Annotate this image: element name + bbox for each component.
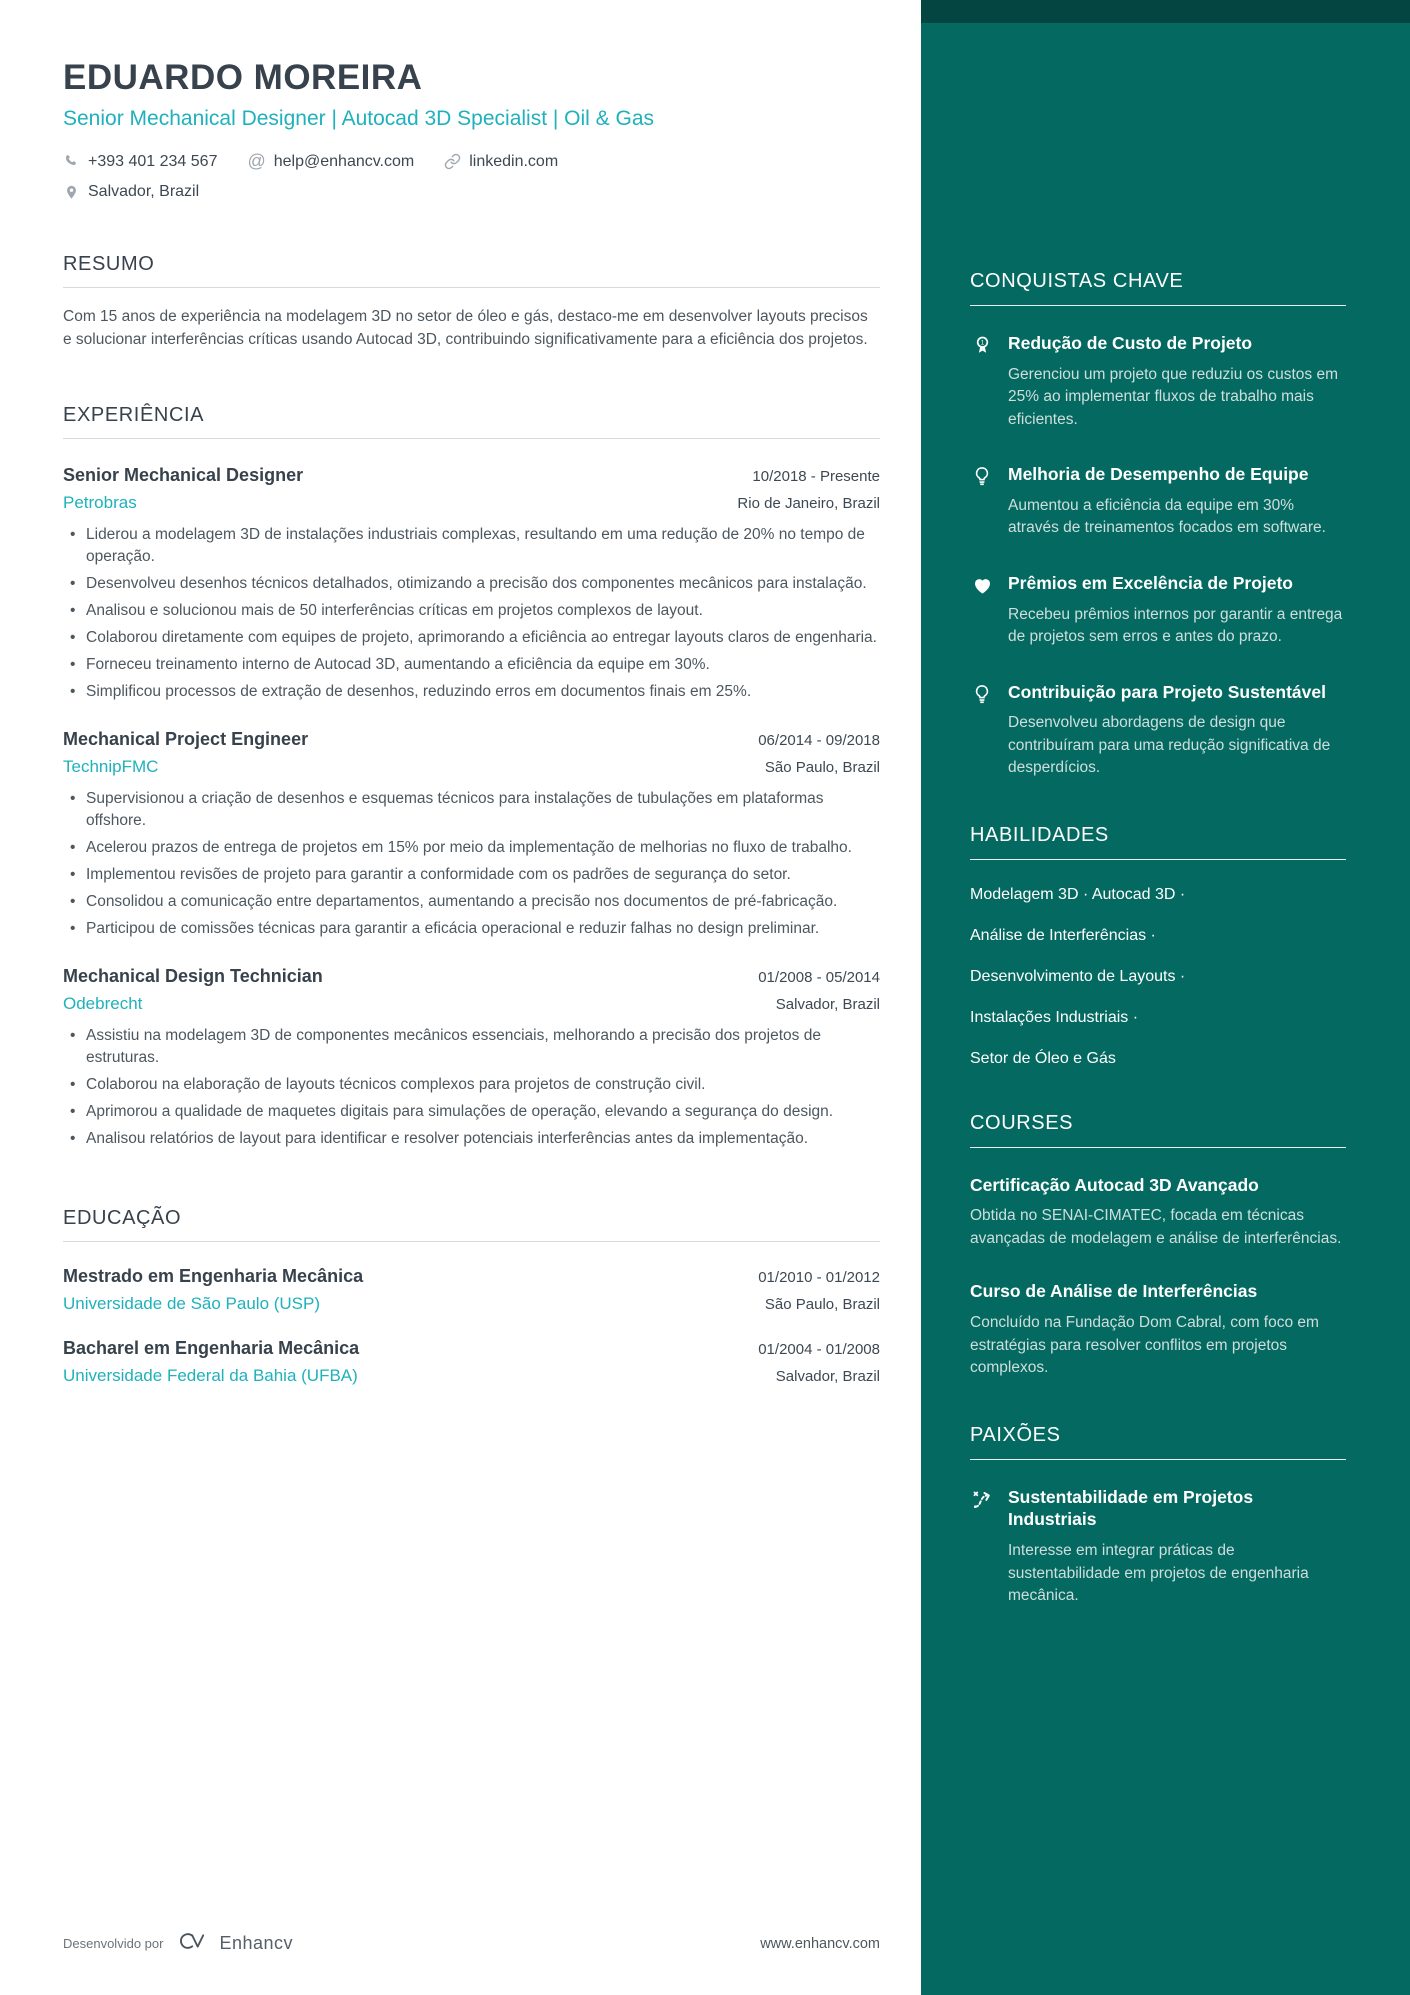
- phone-number: +393 401 234 567: [88, 152, 218, 170]
- section-paixoes: [970, 1424, 1346, 1608]
- courses-heading: COURSES: [970, 1112, 1346, 1148]
- passion-title: Sustentabilidade em Projetos Industriais: [1008, 1486, 1254, 1530]
- medal-icon: [970, 332, 994, 431]
- phone-icon: [63, 153, 80, 170]
- link-item[interactable]: [444, 153, 558, 171]
- headline: Senior Mechanical Designer | Autocad 3D Specialist | Oil & Gas: [63, 107, 655, 130]
- section-conquistas: [970, 270, 1346, 780]
- job-title: Senior Mechanical Designer: [63, 464, 304, 485]
- linkedin-link[interactable]: linkedin.com: [469, 152, 559, 170]
- resumo-text: Com 15 anos de experiência na modelagem 3D no setor de óleo e gás, destaco-me em desenvolver layouts precisos e solucionar interferências críticas usando Autocad 3D, contribuindo significativamente para a eficiência dos projetos.: [63, 308, 868, 349]
- footer: [63, 1890, 880, 1957]
- habilidades-heading: HABILIDADES: [970, 824, 1346, 860]
- job-bullet: • Assistiu na modelagem 3D de componentes mecânicos essenciais, melhorando a precisão dos projetos de estruturas.: [63, 1025, 880, 1069]
- degree-location: Salvador, Brazil: [775, 1367, 880, 1385]
- job-bullet: • Colaborou diretamente com equipes de projeto, aprimorando a eficiência ao entregar layouts claros de engenharia.: [63, 627, 880, 649]
- job-title: Mechanical Design Technician: [63, 965, 323, 986]
- educacao-heading: EDUCAÇÃO: [63, 1207, 880, 1242]
- job-entry: [63, 465, 880, 703]
- achievement-item: [970, 332, 1346, 431]
- header: [63, 58, 880, 201]
- sidebar: [921, 0, 1410, 1995]
- svg-text:1: 1: [980, 339, 984, 347]
- course-item: [970, 1280, 1346, 1379]
- job-location: Rio de Janeiro, Brazil: [737, 494, 880, 512]
- location-row: [63, 183, 880, 201]
- job-location: Salvador, Brazil: [775, 995, 880, 1013]
- section-educacao: [63, 1207, 880, 1386]
- achievement-text: Desenvolveu abordagens de design que contribuíram para uma redução significativa de desperdícios.: [1008, 714, 1331, 777]
- job-bullet: • Implementou revisões de projeto para garantir a conformidade com os padrões de segurança do setor.: [63, 864, 880, 886]
- degree-location: São Paulo, Brazil: [764, 1295, 880, 1313]
- job-bullet: • Aprimorou a qualidade de maquetes digitais para simulações de operação, elevando a segurança do design.: [63, 1101, 880, 1123]
- passion-text: Interesse em integrar práticas de sustentabilidade em projetos de engenharia mecânica.: [1008, 1542, 1309, 1604]
- degree-dates: 01/2004 - 01/2008: [758, 1340, 880, 1358]
- section-experiencia: [63, 404, 880, 1155]
- enhancv-logo-icon: [175, 1930, 211, 1957]
- degree-dates: 01/2010 - 01/2012: [758, 1268, 880, 1286]
- skill-line[interactable]: Instalações Industriais ·: [970, 1008, 1139, 1026]
- achievement-title: Redução de Custo de Projeto: [1008, 333, 1253, 353]
- course-text: Concluído na Fundação Dom Cabral, com foco em estratégias para resolver conflitos em projetos complexos.: [970, 1314, 1319, 1377]
- job-bullet: • Acelerou prazos de entrega de projetos em 15% por meio da implementação de melhorias no fluxo de trabalho.: [63, 837, 880, 859]
- job-dates: 06/2014 - 09/2018: [758, 731, 880, 749]
- job-bullets: [63, 1025, 880, 1150]
- job-bullet: • Liderou a modelagem 3D de instalações industriais complexas, resultando em uma redução de 20% no tempo de operação.: [63, 524, 880, 568]
- conquistas-heading: CONQUISTAS CHAVE: [970, 270, 1346, 306]
- sidebar-top-band: [921, 0, 1410, 23]
- achievement-title: Melhoria de Desempenho de Equipe: [1008, 464, 1309, 485]
- person-name: EDUARDO MOREIRA: [63, 58, 423, 97]
- website-link[interactable]: www.enhancv.com: [760, 1935, 880, 1952]
- job-entry: [63, 729, 880, 940]
- section-courses: [970, 1112, 1346, 1380]
- course-title: Certificação Autocad 3D Avançado: [970, 1174, 1259, 1195]
- job-dates: 01/2008 - 05/2014: [758, 968, 880, 986]
- job-bullets: [63, 524, 880, 703]
- degree-title: Bacharel em Engenharia Mecânica: [63, 1337, 360, 1358]
- achievement-item: [970, 463, 1346, 540]
- route-icon: [970, 1486, 994, 1608]
- job-company: Odebrecht: [63, 993, 143, 1013]
- job-title: Mechanical Project Engineer: [63, 728, 309, 749]
- job-entry: [63, 966, 880, 1150]
- achievement-text: Recebeu prêmios internos por garantir a entrega de projetos sem erros e antes do prazo.: [1008, 605, 1343, 646]
- achievement-title: Contribuição para Projeto Sustentável: [1008, 681, 1326, 702]
- heart-icon: [970, 572, 994, 649]
- achievement-title: Prêmios em Excelência de Projeto: [1008, 572, 1293, 593]
- job-dates: 10/2018 - Presente: [752, 467, 880, 485]
- powered-by: [63, 1930, 293, 1957]
- brand-name: Enhancv: [219, 1933, 294, 1953]
- job-bullet: • Supervisionou a criação de desenhos e esquemas técnicos para instalações de tubulações em plataformas offshore.: [63, 788, 880, 832]
- sidebar-content: [921, 23, 1410, 1691]
- degree-school: Universidade de São Paulo (USP): [63, 1293, 321, 1313]
- job-bullet: • Desenvolveu desenhos técnicos detalhados, otimizando a precisão dos componentes mecânicos para instalação.: [63, 573, 880, 595]
- experiencia-heading: EXPERIÊNCIA: [63, 404, 880, 439]
- phone-item: [63, 153, 217, 171]
- education-entry: [63, 1338, 880, 1386]
- location-pin-icon: [63, 184, 80, 201]
- passion-item: [970, 1486, 1346, 1608]
- course-item: [970, 1174, 1346, 1251]
- section-resumo: [63, 253, 880, 352]
- location-text: Salvador, Brazil: [88, 183, 200, 200]
- achievement-text: Aumentou a eficiência da equipe em 30% através de treinamentos focados em software.: [1008, 496, 1326, 537]
- paixoes-heading: PAIXÕES: [970, 1424, 1346, 1460]
- email-item[interactable]: [247, 151, 414, 172]
- lightbulb-icon: [970, 463, 994, 540]
- degree-school: Universidade Federal da Bahia (UFBA): [63, 1365, 358, 1385]
- achievement-text: Gerenciou um projeto que reduziu os custos em 25% ao implementar fluxos de trabalho mais eficientes.: [1008, 365, 1338, 428]
- course-text: Obtida no SENAI-CIMATEC, focada em técnicas avançadas de modelagem e análise de interferências.: [970, 1207, 1342, 1247]
- contact-row: [63, 151, 880, 172]
- achievement-item: [970, 572, 1346, 649]
- education-entry: [63, 1266, 880, 1314]
- resumo-heading: RESUMO: [63, 253, 880, 288]
- job-company: Petrobras: [63, 492, 137, 512]
- job-bullet: • Analisou relatórios de layout para identificar e resolver potenciais interferências antes da implementação.: [63, 1128, 880, 1150]
- skill-line[interactable]: Análise de Interferências ·: [970, 926, 1156, 944]
- skill-line[interactable]: Desenvolvimento de Layouts ·: [970, 967, 1186, 985]
- powered-by-label: Desenvolvido por: [63, 1936, 164, 1951]
- location-item: [63, 183, 199, 201]
- job-bullets: [63, 788, 880, 940]
- job-bullet: • Colaborou na elaboração de layouts técnicos complexos para projetos de construção civil.: [63, 1074, 880, 1096]
- job-bullet: • Forneceu treinamento interno de Autocad 3D, aumentando a eficiência da equipe em 30%.: [63, 654, 880, 676]
- job-bullet: • Analisou e solucionou mais de 50 interferências críticas em projetos complexos de layout.: [63, 600, 880, 622]
- course-title: Curso de Análise de Interferências: [970, 1281, 1258, 1302]
- job-bullet: • Consolidou a comunicação entre departamentos, aumentando a precisão nos documentos de pré-fabricação.: [63, 891, 880, 913]
- at-icon: @: [247, 151, 266, 171]
- link-icon: [444, 153, 461, 170]
- achievement-item: [970, 681, 1346, 780]
- job-bullet: • Participou de comissões técnicas para garantir a eficácia operacional e reduzir falhas no design preliminar.: [63, 918, 880, 940]
- section-habilidades: [970, 824, 1346, 1068]
- enhancv-brand[interactable]: [175, 1930, 293, 1957]
- job-location: São Paulo, Brazil: [764, 758, 880, 776]
- job-company: TechnipFMC: [63, 756, 159, 776]
- job-bullet: • Simplificou processos de extração de desenhos, reduzindo erros em documentos finais em 25%.: [63, 681, 880, 703]
- degree-title: Mestrado em Engenharia Mecânica: [63, 1265, 364, 1286]
- email-address[interactable]: help@enhancv.com: [273, 152, 415, 170]
- skill-line[interactable]: Modelagem 3D · Autocad 3D ·: [970, 885, 1186, 903]
- skill-line[interactable]: Setor de Óleo e Gás: [970, 1049, 1116, 1067]
- lightbulb-icon: [970, 681, 994, 780]
